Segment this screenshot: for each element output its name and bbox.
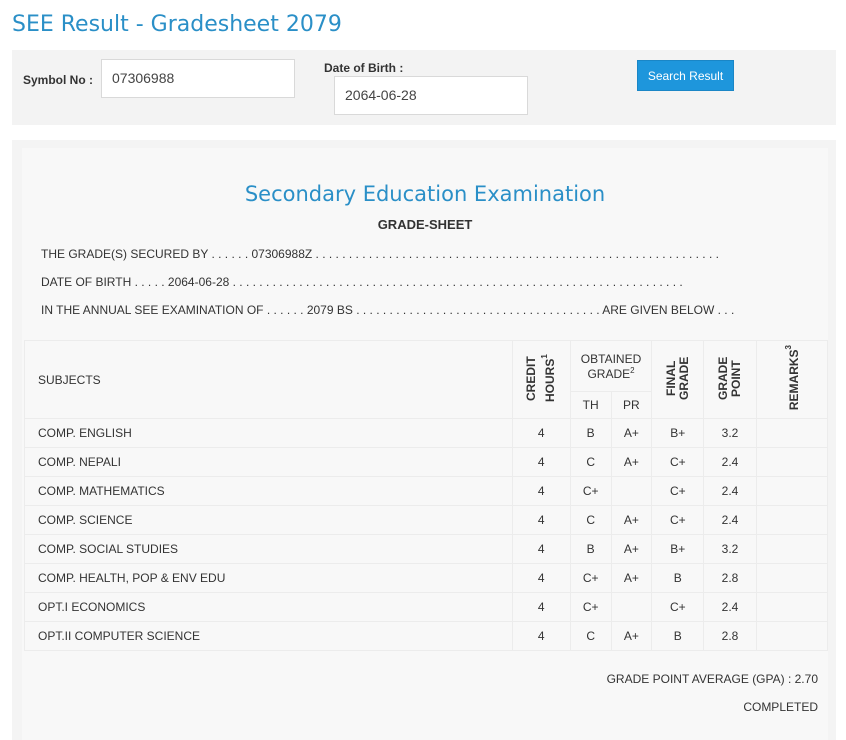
table-row xyxy=(25,506,828,535)
remarks-cell xyxy=(756,448,827,477)
grade-point-cell: 2.8 xyxy=(704,622,756,651)
subject-cell: COMP. SCIENCE xyxy=(25,506,513,535)
header-credit-hours: CREDIT HOURS$^1$ xyxy=(512,341,570,419)
pr-grade-cell xyxy=(611,593,652,622)
pr-grade-cell xyxy=(611,477,652,506)
pr-grade-cell: A+ xyxy=(611,535,652,564)
pr-grade-cell: A+ xyxy=(611,622,652,651)
final-grade-cell: C+ xyxy=(652,506,704,535)
th-grade-cell: C+ xyxy=(570,564,611,593)
th-grade-cell: C+ xyxy=(570,477,611,506)
grade-sheet xyxy=(22,148,828,740)
final-grade-cell: C+ xyxy=(652,448,704,477)
header-grade-point: GRADE POINT xyxy=(704,341,756,419)
remarks-cell xyxy=(756,535,827,564)
symbol-label: Symbol No : xyxy=(23,73,94,87)
th-grade-cell: C xyxy=(570,506,611,535)
secured-by-line: THE GRADE(S) SECURED BY . . . . . . 07306988Z . . . . . . . . . . . . . . . . . . . . . . . . . . . . . . . . . . . . . . . . . . . . . . . . . . . . . . . . . . . . . xyxy=(41,247,719,261)
result-status: COMPLETED xyxy=(743,700,818,714)
pr-grade-cell: A+ xyxy=(611,419,652,448)
symbol-input[interactable]: 07306988 xyxy=(101,59,295,98)
final-grade-cell: B xyxy=(652,564,704,593)
subject-cell: COMP. MATHEMATICS xyxy=(25,477,513,506)
header-remarks: REMARKS$^3$ xyxy=(756,341,827,419)
header-subjects: SUBJECTS xyxy=(25,341,513,419)
credit-hours-cell: 4 xyxy=(512,622,570,651)
grade-point-cell: 2.8 xyxy=(704,564,756,593)
grade-point-cell: 3.2 xyxy=(704,535,756,564)
exam-line: IN THE ANNUAL SEE EXAMINATION OF . . . . . . 2079 BS . . . . . . . . . . . . . . . . . . . . . . . . . . . . . . . . . . . . . ARE GIVEN BELOW . . . xyxy=(41,303,735,317)
remarks-cell xyxy=(756,419,827,448)
table-row xyxy=(25,477,828,506)
credit-hours-cell: 4 xyxy=(512,477,570,506)
remarks-cell xyxy=(756,622,827,651)
th-grade-cell: C xyxy=(570,448,611,477)
final-grade-cell: C+ xyxy=(652,477,704,506)
pr-grade-cell: A+ xyxy=(611,448,652,477)
table-row xyxy=(25,535,828,564)
pr-grade-cell: A+ xyxy=(611,506,652,535)
header-th: TH xyxy=(570,392,611,419)
credit-hours-cell: 4 xyxy=(512,593,570,622)
grade-table xyxy=(24,340,828,651)
th-grade-cell: B xyxy=(570,535,611,564)
dob-line: DATE OF BIRTH . . . . . 2064-06-28 . . . . . . . . . . . . . . . . . . . . . . . . . . . . . . . . . . . . . . . . . . . . . . . . . . . . . . . . . . . . . . . . . . . . xyxy=(41,275,683,289)
remarks-cell xyxy=(756,506,827,535)
credit-hours-cell: 4 xyxy=(512,448,570,477)
header-pr: PR xyxy=(611,392,652,419)
table-row xyxy=(25,419,828,448)
search-panel xyxy=(12,50,836,125)
th-grade-cell: C xyxy=(570,622,611,651)
grade-point-cell: 2.4 xyxy=(704,593,756,622)
credit-hours-cell: 4 xyxy=(512,419,570,448)
exam-title: Secondary Education Examination xyxy=(244,182,606,206)
subject-cell: OPT.II COMPUTER SCIENCE xyxy=(25,622,513,651)
search-result-button[interactable]: Search Result xyxy=(637,60,734,91)
pr-grade-cell: A+ xyxy=(611,564,652,593)
remarks-cell xyxy=(756,477,827,506)
subject-cell: COMP. HEALTH, POP & ENV EDU xyxy=(25,564,513,593)
grade-point-cell: 2.4 xyxy=(704,448,756,477)
table-row xyxy=(25,622,828,651)
result-container xyxy=(12,140,836,740)
header-obtained-grade: OBTAINED GRADE$^2$ xyxy=(570,341,651,392)
grade-point-cell: 2.4 xyxy=(704,506,756,535)
grade-point-cell: 3.2 xyxy=(704,419,756,448)
subject-cell: COMP. NEPALI xyxy=(25,448,513,477)
subject-cell: COMP. ENGLISH xyxy=(25,419,513,448)
final-grade-cell: B+ xyxy=(652,535,704,564)
remarks-cell xyxy=(756,593,827,622)
table-row xyxy=(25,593,828,622)
dob-input[interactable]: 2064-06-28 xyxy=(334,76,528,115)
final-grade-cell: B xyxy=(652,622,704,651)
table-row xyxy=(25,564,828,593)
page-title: SEE Result - Gradesheet 2079 xyxy=(12,12,342,37)
th-grade-cell: C+ xyxy=(570,593,611,622)
subject-cell: OPT.I ECONOMICS xyxy=(25,593,513,622)
final-grade-cell: B+ xyxy=(652,419,704,448)
credit-hours-cell: 4 xyxy=(512,506,570,535)
credit-hours-cell: 4 xyxy=(512,564,570,593)
header-final-grade: FINAL GRADE xyxy=(652,341,704,419)
table-row xyxy=(25,448,828,477)
dob-label: Date of Birth : xyxy=(324,61,404,75)
grade-point-cell: 2.4 xyxy=(704,477,756,506)
subject-cell: COMP. SOCIAL STUDIES xyxy=(25,535,513,564)
th-grade-cell: B xyxy=(570,419,611,448)
remarks-cell xyxy=(756,564,827,593)
final-grade-cell: C+ xyxy=(652,593,704,622)
gpa-summary: GRADE POINT AVERAGE (GPA) : 2.70 xyxy=(606,672,818,686)
sheet-title: GRADE-SHEET xyxy=(377,217,473,232)
credit-hours-cell: 4 xyxy=(512,535,570,564)
